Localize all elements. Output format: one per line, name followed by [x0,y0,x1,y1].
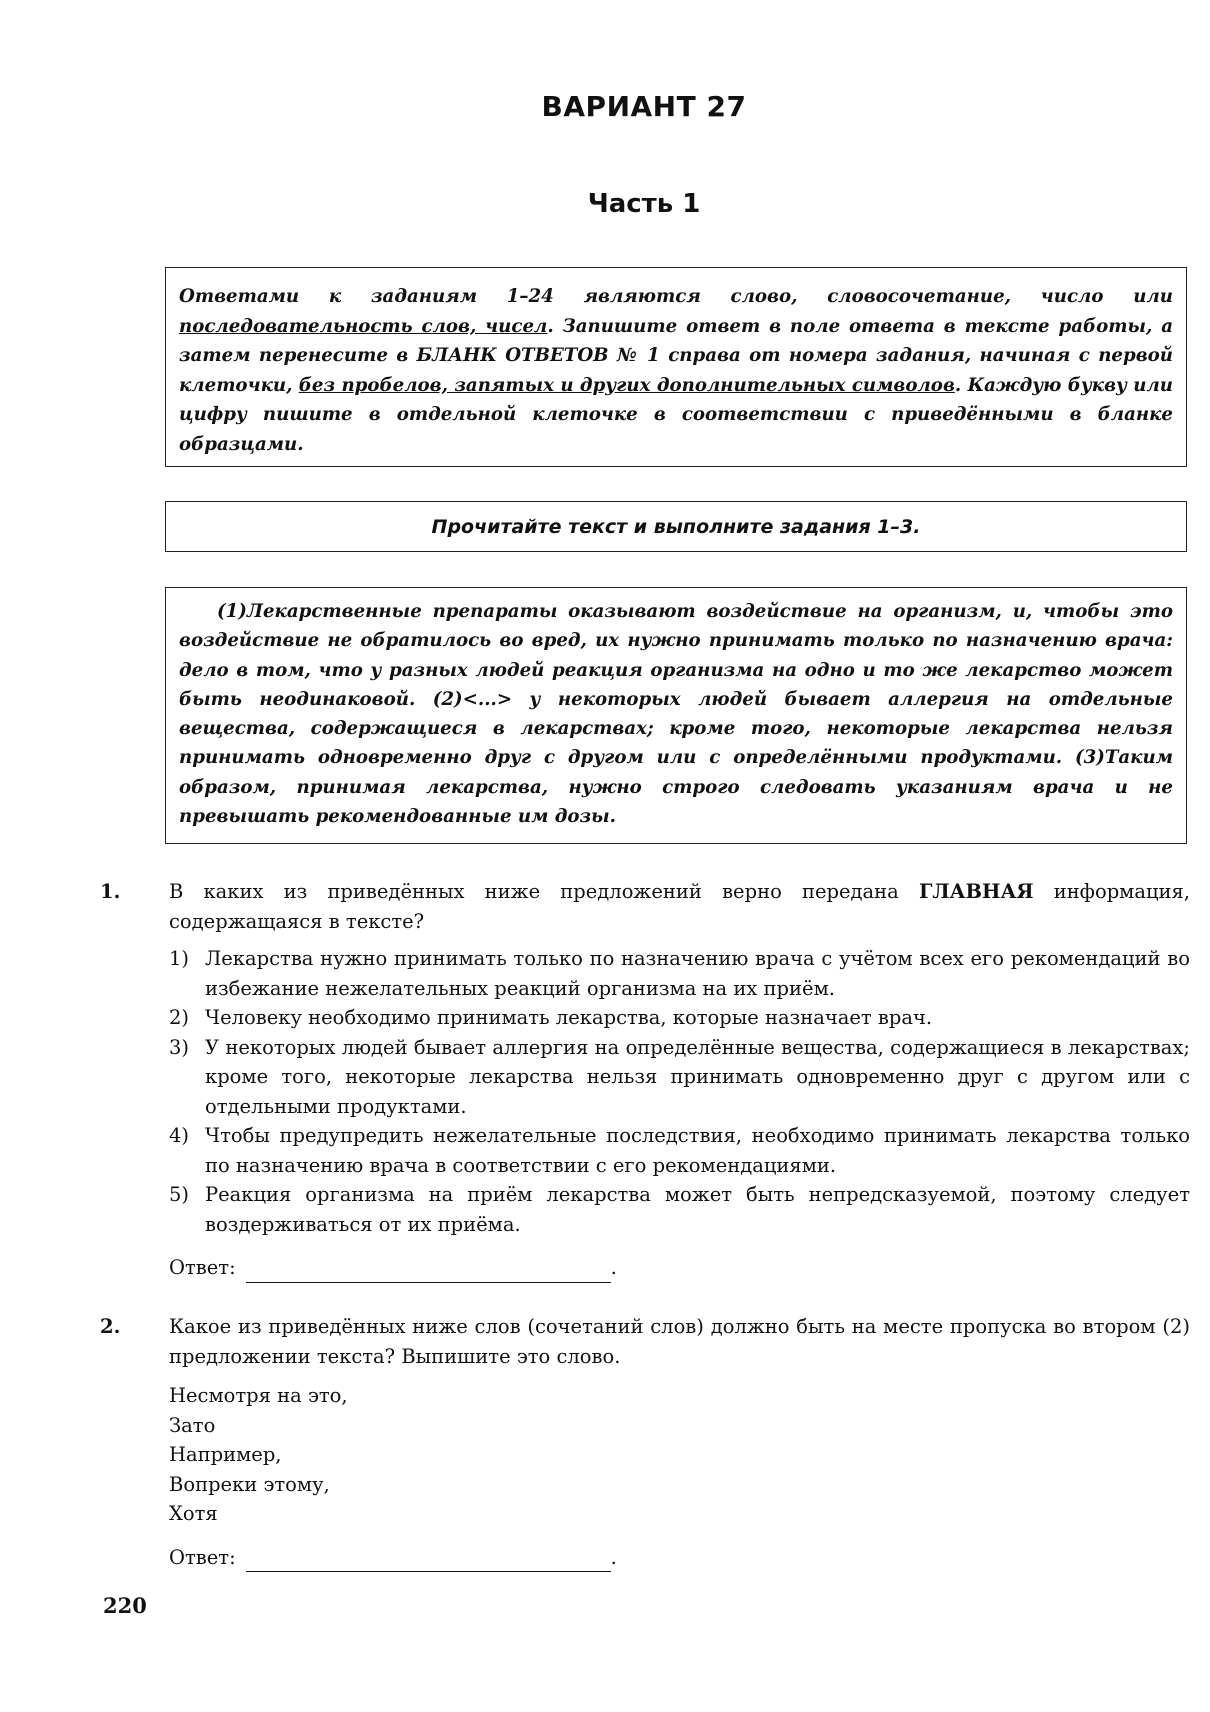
text-passage-box [165,587,1187,844]
instruction-seg3: . Запишите ответ в поле ответа в тексте работы, а затем перенесите в БЛАНК ОТВЕТОВ № 1 справа от номера задания, начиная с первой клеточки, [179,315,1174,396]
answer-end: . [610,1545,617,1569]
part-title: Часть 1 [587,189,701,219]
task-1 [100,877,1190,1283]
word-option: Например, [169,1443,282,1466]
task-2-number: 2. [100,1315,121,1338]
task-1-answer-field[interactable] [246,1260,611,1283]
task-1-option [169,1121,1190,1180]
option-number: 5) [169,1183,190,1206]
option-text: Реакция организма на приём лекарства может быть непредсказуемой, поэтому следует воздерживаться от их приёма. [205,1183,1190,1236]
option-number: 2) [169,1006,190,1029]
answer-label: Ответ: [169,1545,236,1569]
answer-label: Ответ: [169,1256,236,1279]
task-2-words [169,1381,1190,1529]
task-1-number: 1. [100,880,121,903]
task-1-option [169,944,1190,1003]
option-number: 1) [169,947,190,970]
option-number: 4) [169,1124,190,1147]
option-text: Чтобы предупредить нежелательные последствия, необходимо принимать лекарства только по назначению врача в соответствии с его рекомендациями. [205,1124,1190,1177]
word-option: Зато [169,1413,216,1437]
option-text: У некоторых людей бывает аллергия на определённые вещества, содержащиеся в лекарствах; кроме того, некоторые лекарства нельзя принимать одновременно друг с другом или с отдельными продуктами. [205,1035,1190,1118]
option-text: Человеку необходимо принимать лекарства, которые назначает врач. [205,1006,933,1029]
task-1-options [169,944,1190,1239]
instruction-seg4: без пробелов, запятых и других дополнительных символов [298,374,955,396]
task-1-question-bold: ГЛАВНАЯ [918,880,1034,903]
word-option: Вопреки этому, [169,1472,330,1496]
word-option: Хотя [169,1502,218,1525]
answer-end: . [610,1256,617,1279]
task-1-question-pre: В каких из приведённых ниже предложений верно передана [169,880,919,903]
task-1-question [169,877,1190,936]
option-number: 3) [169,1035,190,1059]
read-prompt: Прочитайте текст и выполните задания 1–3. [431,515,921,538]
task-1-option [169,1180,1190,1239]
task-1-option [169,1033,1190,1122]
instruction-seg2: последовательность слов, чисел [179,315,548,337]
task-1-option [169,1003,1190,1033]
task-2-answer-field[interactable] [246,1549,611,1572]
task-2-question: Какое из приведённых ниже слов (сочетаний слов) должно быть на месте пропуска во втором (2) предложении текста? Выпишите это слово. [169,1315,1190,1368]
instruction-text [179,282,1173,459]
task-1-answer [169,1253,1190,1283]
text-passage: (1)Лекарственные препараты оказывают воздействие на организм, и, чтобы это воздействие не обратилось во вред, их нужно принимать только по назначению врача: дело в том, что у разных людей реакция организма на одно и то же лекарство может быть неодинаковой. (2)<...> у некоторых людей бывает аллергия на отдельные вещества, содержащиеся в лекарствах; кроме того, некоторые лекарства нельзя принимать одновременно друг с другом или с определёнными продуктами. (3)Таким образом, принимая лекарства, нужно строго следовать указаниям врача и не превышать рекомендованные им дозы. [179,601,1173,828]
option-text: Лекарства нужно принимать только по назначению врача с учётом всех его рекомендаций во избежание нежелательных реакций организма на их приём. [205,947,1190,1000]
task-2 [100,1312,1190,1572]
word-option: Несмотря на это, [169,1384,348,1407]
instruction-seg5: . Каждую букву или цифру пишите в отдельной клеточке в соответствии с приведёнными в бланке образцами. [179,374,1174,455]
task-1-question-post: информация, содержащаяся в тексте? [169,880,1191,933]
instruction-box [165,267,1187,467]
page-title: ВАРИАНТ 27 [541,90,747,123]
instruction-seg1: Ответами к заданиям 1–24 являются слово, словосочетание, число или [179,286,1173,307]
page-number: 220 [103,1593,147,1618]
read-prompt-box [165,501,1187,552]
task-2-answer [169,1543,1190,1573]
